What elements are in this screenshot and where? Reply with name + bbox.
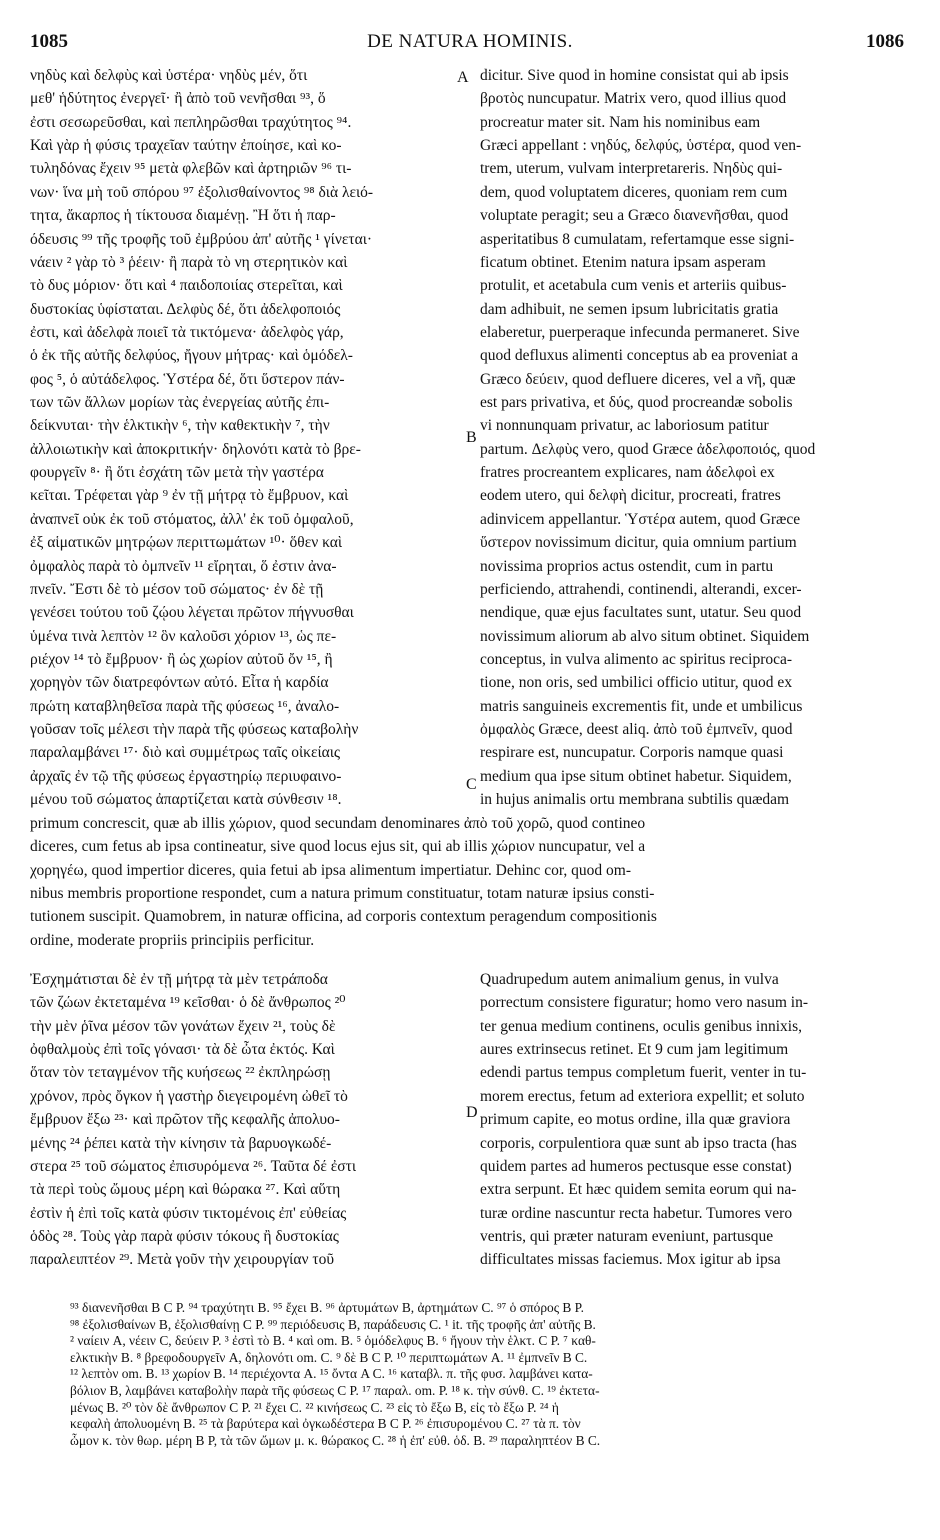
text-line: trem, uterum, vulvam interpretareris. Νηδὺς qui- (480, 160, 783, 178)
footnote-line: ὦμον κ. τὸν θωρ. μέρη B P, τὰ τῶν ὤμων μ. κ. θώρακος C. ²⁸ ἡ ἐπ' εὐθ. ὁδ. B. ²⁹ παραληπτέον B C. (70, 1432, 601, 1448)
text-line: πνεῖν. Ἔστι δὲ τὸ μέσον τοῦ σώματος· ἐν δὲ τῇ (30, 580, 324, 598)
text-line: χορηγέω, quod impertior diceres, quia fetui ab ipsa alimentum impertiatur. Dehinc cor, quod om- (30, 861, 632, 879)
footnote-line: ² ναίειν A, νέειν C, δεύειν P. ³ ἐστὶ τὸ B. ⁴ καὶ om. B. ⁵ ὁμόδελφυς B. ⁶ ἤγουν τὴν ἑλκτ. C P. ⁷ καθ- (70, 1333, 596, 1349)
text-line: Καὶ γὰρ ἡ φύσις τραχεῖαν ταύτην ἐποίησε, καὶ κο- (30, 137, 342, 155)
text-line: τὸ δυς μόριον· ὅτι καὶ ⁴ παιδοποιίας στερεῖται, καὶ (30, 277, 343, 295)
text-line: γενέσει τούτου τοῦ ζῴου λέγεται πρῶτον πήγνυσθαι (30, 604, 354, 622)
text-line: ἐστι σεσωρεῦσθαι, καὶ πεπληρῶσθαι τραχύτητος ⁹⁴. (30, 113, 352, 131)
text-line: στερα ²⁵ τοῦ σώματος ἐπισυρόμενα ²⁶. Ταῦτα δέ ἐστι (30, 1157, 356, 1175)
footnote-line: μένως B. ²⁰ τὸν δὲ ἄνθρωπον C P. ²¹ ἔχει C. ²² κινήσεως C. ²³ εἰς τὸ ἔξω B, εἰς τὸ ἔξω P. ²⁴ ἡ (70, 1399, 559, 1415)
footnote-line: βόλιον B, λαμβάνει καταβολὴν παρὰ τῆς φύσεως C P. ¹⁷ παραλ. om. P. ¹⁸ κ. τὴν σύνθ. C. ¹⁹ ἐκτετα- (70, 1382, 600, 1398)
running-title: DE NATURA HOMINIS. (367, 31, 573, 52)
text-line: adinvicem appellantur. Ὑστέρα autem, quod Græce (480, 510, 801, 528)
greek-column-bottom (30, 968, 458, 1272)
text-line: κεῖται. Τρέφεται γὰρ ⁹ ἐν τῇ μήτρᾳ τὸ ἔμβρυον, καὶ (30, 487, 349, 505)
text-line: corporis, corpulentiora quæ sunt ab ipso tracta (has (480, 1134, 797, 1152)
text-line: ὑμένα τινὰ λεπτὸν ¹² ὃν καλοῦσι χόριον ¹³, ὡς πε- (30, 627, 337, 645)
text-line: τητα, ἄκαρπος ἡ τίκτουσα διαμένῃ. Ἢ ὅτι ἡ παρ- (30, 207, 336, 225)
text-line: dicitur. Sive quod in homine consistat qui ab ipsis (480, 67, 789, 84)
text-line: χρόνον, πρὸς ὄγκον ἡ γαστὴρ διεγειρομένη ὠθεῖ τὸ (30, 1087, 348, 1105)
text-line: fratres procreantem explicares, nam ἀδελφοὶ ex (480, 464, 775, 482)
text-line: Ἐσχημάτισται δὲ ἐν τῇ μήτρᾳ τὰ μὲν τετράποδα (30, 971, 328, 988)
text-line: νηδὺς καὶ δελφὺς καὶ ὑστέρα· νηδὺς μέν, ὅτι (30, 67, 308, 84)
footnote-line: ελκτικὴν B. ⁸ βρεφοδουργεῖν A, δηλονότι om. C. ⁹ δὲ B C P. ¹⁰ περιπτωμάτων A. ¹¹ ἐμπνεῖν B C. (70, 1349, 588, 1365)
text-line: protulit, et acetabula cum venis et arteriis quibus- (480, 277, 787, 295)
text-line: dam adhibuit, ne semen ipsum lubricitatis gratia (480, 300, 779, 318)
text-line: in hujus animalis ortu membrana subtilis quædam (480, 791, 790, 809)
text-line: edendi partus tempus completum fuerit, venter in tu- (480, 1064, 807, 1082)
margin-letter-c: C (466, 776, 477, 793)
text-line: ἐστὶν ἡ ἐπὶ τοῖς κατὰ φύσιν τικτομένοις ἐπ' εὐθείας (30, 1204, 347, 1222)
text-line: conceptus, in vulva alimento ac spiritus reciproca- (480, 650, 793, 668)
text-line: γοῦσαν τοῖς μέλεσι τὴν παρὰ τῆς φύσεως καταβολὴν (30, 721, 359, 739)
text-line: turæ ordine nascuntur recta habetur. Tumores vero (480, 1204, 793, 1222)
text-line: primum concrescit, quæ ab illis χώριον, quod secundam denominares ἀπὸ τοῦ χορῶ, quod contineo (30, 815, 646, 832)
text-line: τὴν μὲν ῥῖνα μέσον τῶν γονάτων ἔχειν ²¹, τοὺς δὲ (30, 1017, 336, 1035)
text-line: procreatur mater sit. Nam his nominibus eam (480, 113, 761, 131)
text-line: eodem utero, qui δελφὴ dicitur, procreati, fratres (480, 487, 781, 505)
text-line: novissima proprios actus ostendit, cum in partu (480, 557, 774, 575)
text-line: τυληδόνας ἔχειν ⁹⁵ μετὰ φλεβῶν καὶ ἀρτηριῶν ⁹⁶ τι- (30, 160, 352, 178)
text-line: ὁδὸς ²⁸. Τοὺς γὰρ παρὰ φύσιν τόκους ἢ δυστοκίας (30, 1227, 339, 1245)
text-line: Quadrupedum autem animalium genus, in vulva (480, 971, 779, 988)
text-line: παραλειπτέον ²⁹. Μετὰ γοῦν τὴν χειρουργίαν τοῦ (30, 1251, 335, 1269)
text-line: elaberetur, puerperaque infecunda permaneret. Sive (480, 323, 800, 341)
text-line: δυστοκίας ὑφίσταται. Δελφὺς δέ, ὅτι ἀδελφοποιός (30, 300, 341, 318)
text-line: ὀμφαλὸς Græce, deest aliq. ἀπὸ τοῦ ἐμπνεῖν, quod (480, 721, 793, 739)
text-line: diceres, cum fetus ab ipsa contineatur, sive quod locus ejus sit, qui ab illis χώριον nuncupatur, vel a (30, 838, 646, 856)
margin-letter-b: B (466, 429, 477, 446)
page-number-right: 1086 (866, 31, 904, 52)
text-line: ἔμβρυον ἔξω ²³· καὶ πρῶτον τῆς κεφαλῆς ἀπολυο- (30, 1111, 340, 1129)
footnote-line: ¹² λεπτὸν om. B. ¹³ χωρίον B. ¹⁴ περιέχοντα A. ¹⁵ ὄντα A C. ¹⁶ καταβλ. π. τῆς φυσ. λαμβάνει κατα- (70, 1366, 593, 1382)
footnote-line: ⁹⁸ ἐξολισθαίνων B, ἐξολισθαίνῃ C P. ⁹⁹ περιόδευσις B, παράδευσις C. ¹ it. τῆς τροφῆς ἀπ' αὐτῆς B. (70, 1316, 596, 1332)
text-line: quod defluxus alimenti conceptus ab ea proveniat a (480, 347, 799, 365)
text-line: porrectum consistere figuratur; homo vero nasum in- (480, 994, 808, 1012)
margin-letter-a: A (457, 69, 469, 86)
latin-column-bottom (480, 968, 914, 1272)
text-line: χορηγὸν τῶν διατρεφόντων αὐτό. Εἶτα ἡ καρδία (30, 674, 329, 692)
text-line: Græco δεύειν, quod defluere diceres, vel a νῆ, quæ (480, 370, 796, 388)
text-line: ventris, qui præter naturam eveniunt, partusque (480, 1227, 774, 1245)
text-line: βροτὸς nuncupatur. Matrix vero, quod illius quod (480, 90, 787, 108)
text-line: φουργεῖν ⁸· ἢ ὅτι ἐσχάτη τῶν μετὰ τὴν γαστέρα (30, 464, 324, 482)
text-line: ὀμφαλὸς παρὰ τὸ ὀμπνεῖν ¹¹ εἴρηται, ὅ ἐστιν ἀνα- (30, 557, 337, 575)
text-line: μένης ²⁴ ῥέπει κατὰ τὴν κίνησιν τὰ βαρυογκωδέ- (30, 1134, 332, 1152)
footnote-line: ⁹³ διανενῆσθαι B C P. ⁹⁴ τραχύτητι B. ⁹⁵ ἔχει B. ⁹⁶ ἀρτυμάτων B, ἀρτημάτων C. ⁹⁷ ὁ σπόρος B P. (70, 1300, 584, 1315)
footnote-line: κεφαλὴ ἀπολυομένη B. ²⁵ τὰ βαρύτερα καὶ ὀγκωδέστερα B C P. ²⁶ ἐπισυρομένου C. ²⁷ τὰ π. τὸν (70, 1416, 581, 1432)
text-line: ὁ ἐκ τῆς αὐτῆς δελφύος, ἤγουν μήτρας· καὶ ὁμόδελ- (30, 347, 353, 365)
text-line: nendique, quæ ejus facultates sunt, utatur. Seu quod (480, 604, 802, 622)
text-line: ὕστερον novissimum dicitur, quia omnium partium (480, 534, 797, 552)
text-line: ficatum obtinet. Etenim natura ipsam asperam (480, 253, 766, 271)
latin-wide-paragraph (30, 812, 914, 952)
text-line: νων· ἵνα μὴ τοῦ σπόρου ⁹⁷ ἐξολισθαίνοντος ⁹⁸ διὰ λειό- (30, 183, 374, 201)
text-line: dem, quod voluptatem diceres, quoniam rem cum (480, 183, 788, 201)
text-line: ἀλλοιωτικὴν καὶ ἀποκριτικήν· δηλονότι κατὰ τὸ βρε- (30, 440, 361, 458)
text-line: ὀφθαλμοὺς ἐπὶ τοῖς γόνασι· τὰ δὲ ὦτα ἐκτός. Καὶ (30, 1041, 335, 1059)
text-line: est pars privativa, et δύς, quod procreandæ sobolis (480, 394, 793, 412)
text-line: asperitatibus 8 cumulatam, refertamque esse signi- (480, 230, 795, 248)
text-line: τὰ περὶ τοὺς ὤμους μέρη καὶ θώρακα ²⁷. Καὶ αὕτη (30, 1181, 341, 1199)
text-line: ἐξ αἱματικῶν μητρῴων περιττωμάτων ¹⁰· ὅθεν καὶ (30, 534, 343, 552)
text-line: δείκνυται· τὴν ἑλκτικὴν ⁶, τὴν καθεκτικὴν ⁷, τὴν (30, 417, 330, 435)
greek-column-top (30, 64, 458, 812)
text-line: primum capite, eo motus ordine, illa quæ graviora (480, 1111, 791, 1129)
text-line: nibus membris proportione respondet, cum a natura primum constituatur, totam naturæ ipsius consti- (30, 885, 655, 903)
page-number-left: 1085 (30, 31, 68, 52)
text-line: όδευσις ⁹⁹ τῆς τροφῆς τοῦ ἐμβρύου ἀπ' αὐτῆς ¹ γίνεται· (30, 230, 373, 248)
footnotes (70, 1300, 916, 1449)
text-line: μένου τοῦ σώματος ἀπαρτίζεται κατὰ σύνθεσιν ¹⁸. (30, 791, 342, 809)
text-line: φος ⁵, ὁ αὐτάδελφος. Ὑστέρα δέ, ὅτι ὕστερον πάν- (30, 370, 345, 388)
text-line: ordine, moderate propriis principiis perficitur. (30, 931, 315, 949)
latin-column-top (480, 64, 914, 812)
text-line: extra serpunt. Et hæc quidem semita eorum qui na- (480, 1181, 797, 1199)
text-line: matris sanguineis excrementis fit, unde et umbilicus (480, 697, 803, 715)
text-line: τῶν ζώων ἐκτεταμένα ¹⁹ κεῖσθαι· ὁ δὲ ἄνθρωπος ²⁰ (30, 994, 346, 1012)
text-line: των τῶν ἄλλων μορίων τὰς ἐνεργείας αὐτῆς ἐπι- (30, 394, 330, 412)
text-line: ἀναπνεῖ οὐκ ἐκ τοῦ στόματος, ἀλλ' ἐκ τοῦ ὀμφαλοῦ, (30, 510, 354, 528)
text-line: respirare est, nuncupatur. Corporis namque quasi (480, 744, 784, 762)
text-line: πρώτη καταβληθεῖσα παρὰ τῆς φύσεως ¹⁶, ἀναλο- (30, 697, 340, 715)
text-line: vi nonnunquam privatur, ac laboriosum patitur (480, 417, 769, 435)
margin-letter-d: D (466, 1104, 478, 1121)
text-line: μεθ' ἡδύτητος ἐνεργεῖ· ἢ ἀπὸ τοῦ νενῆσθαι ⁹³, ὅ (30, 90, 326, 108)
text-line: novissimum aliorum ab alvo situm obtinet. Siquidem (480, 627, 810, 645)
text-line: ἀρχαῖς ἐν τῷ τῆς φύσεως ἐργαστηρίῳ περιυφαινο- (30, 767, 342, 785)
text-line: partum. Δελφὺς vero, quod Græce ἀδελφοποιός, quod (480, 440, 816, 458)
text-line: Græci appellant : νηδύς, δελφύς, ὑστέρα, quod ven- (480, 137, 802, 155)
text-line: medium qua ipse situm obtinet habetur. Siquidem, (480, 767, 792, 785)
text-line: ὅταν τὸν τεταγμένον τῆς κυήσεως ²² ἐκπληρώσῃ (30, 1064, 331, 1082)
text-line: νάειν ² γὰρ τὸ ³ ῥέειν· ἢ παρὰ τὸ νη στερητικὸν καὶ (30, 253, 348, 271)
text-line: aures extrinsecus retinet. Et 9 cum jam legitimum (480, 1041, 789, 1059)
text-line: quidem partes ad humeros pectusque esse constat) (480, 1157, 792, 1175)
text-line: ter genua medium continens, oculis genibus innixis, (480, 1017, 803, 1035)
text-line: ριέχον ¹⁴ τὸ ἔμβρυον· ἢ ὡς χωρίον αὐτοῦ ὄν ¹⁵, ἢ (30, 650, 333, 668)
text-line: tione, non oris, sed umbilici officio utitur, quod ex (480, 674, 793, 692)
text-line: tutionem suscipit. Quamobrem, in naturæ officina, ad corporis contextum peragendum compositionis (30, 908, 657, 926)
text-line: voluptate peragit; seu a Græco διανενῆσθαι, quod (480, 207, 789, 225)
text-line: perficiendo, attrahendi, continendi, alterandi, excer- (480, 580, 802, 598)
text-line: difficultates missas faciemus. Mox igitur ab ipsa (480, 1251, 781, 1269)
text-line: morem erectus, fetum ad exteriora expellit; et soluto (480, 1087, 805, 1105)
text-line: ἐστι, καὶ ἀδελφὰ ποιεῖ τὰ τικτόμενα· ἀδελφὸς γάρ, (30, 323, 344, 341)
text-line: παραλαμβάνει ¹⁷· διὸ καὶ συμμέτρως ταῖς οἰκείαις (30, 744, 341, 762)
